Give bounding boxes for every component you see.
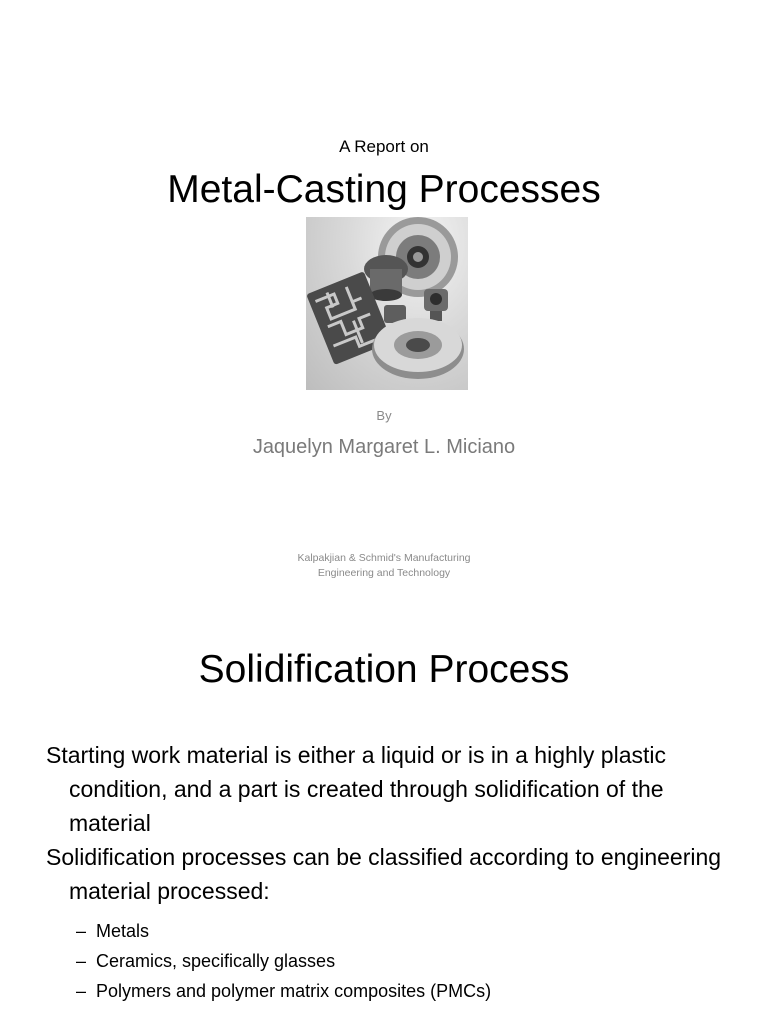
dash-marker: –	[76, 921, 87, 941]
bullet-item: Solidification processes can be classified according to engineering material processed:	[46, 844, 722, 904]
page-title: Metal-Casting Processes	[167, 168, 601, 211]
dash-marker: –	[76, 981, 87, 1001]
bullet-item: Starting work material is either a liquid or is in a highly plastic condition, and a part is created through solidification of the material	[46, 742, 666, 836]
reference-line: Engineering and Technology	[317, 567, 451, 579]
sub-bullet-item	[76, 976, 736, 1006]
sub-bullet-item	[76, 946, 736, 976]
report-subtitle: A Report on	[339, 137, 429, 156]
bullet-list	[46, 738, 736, 908]
sub-bullet-text: Polymers and polymer matrix composites (PMCs)	[96, 981, 492, 1001]
cast-parts-illustration	[306, 217, 468, 390]
reference-line: Kalpakjian & Schmid's Manufacturing	[297, 552, 471, 564]
author-name: Jaquelyn Margaret L. Miciano	[252, 436, 516, 458]
sub-bullet-list	[76, 916, 736, 1006]
by-label: By	[376, 408, 392, 423]
sub-bullet-item	[76, 916, 736, 946]
dash-marker: –	[76, 951, 87, 971]
sub-bullet-text: Ceramics, specifically glasses	[96, 951, 336, 971]
content-slide	[0, 620, 768, 1024]
reference-citation	[0, 551, 768, 581]
slide-title: Solidification Process	[198, 648, 570, 691]
sub-bullet-text: Metals	[96, 921, 150, 941]
cast-metal-parts-photo	[306, 217, 468, 390]
